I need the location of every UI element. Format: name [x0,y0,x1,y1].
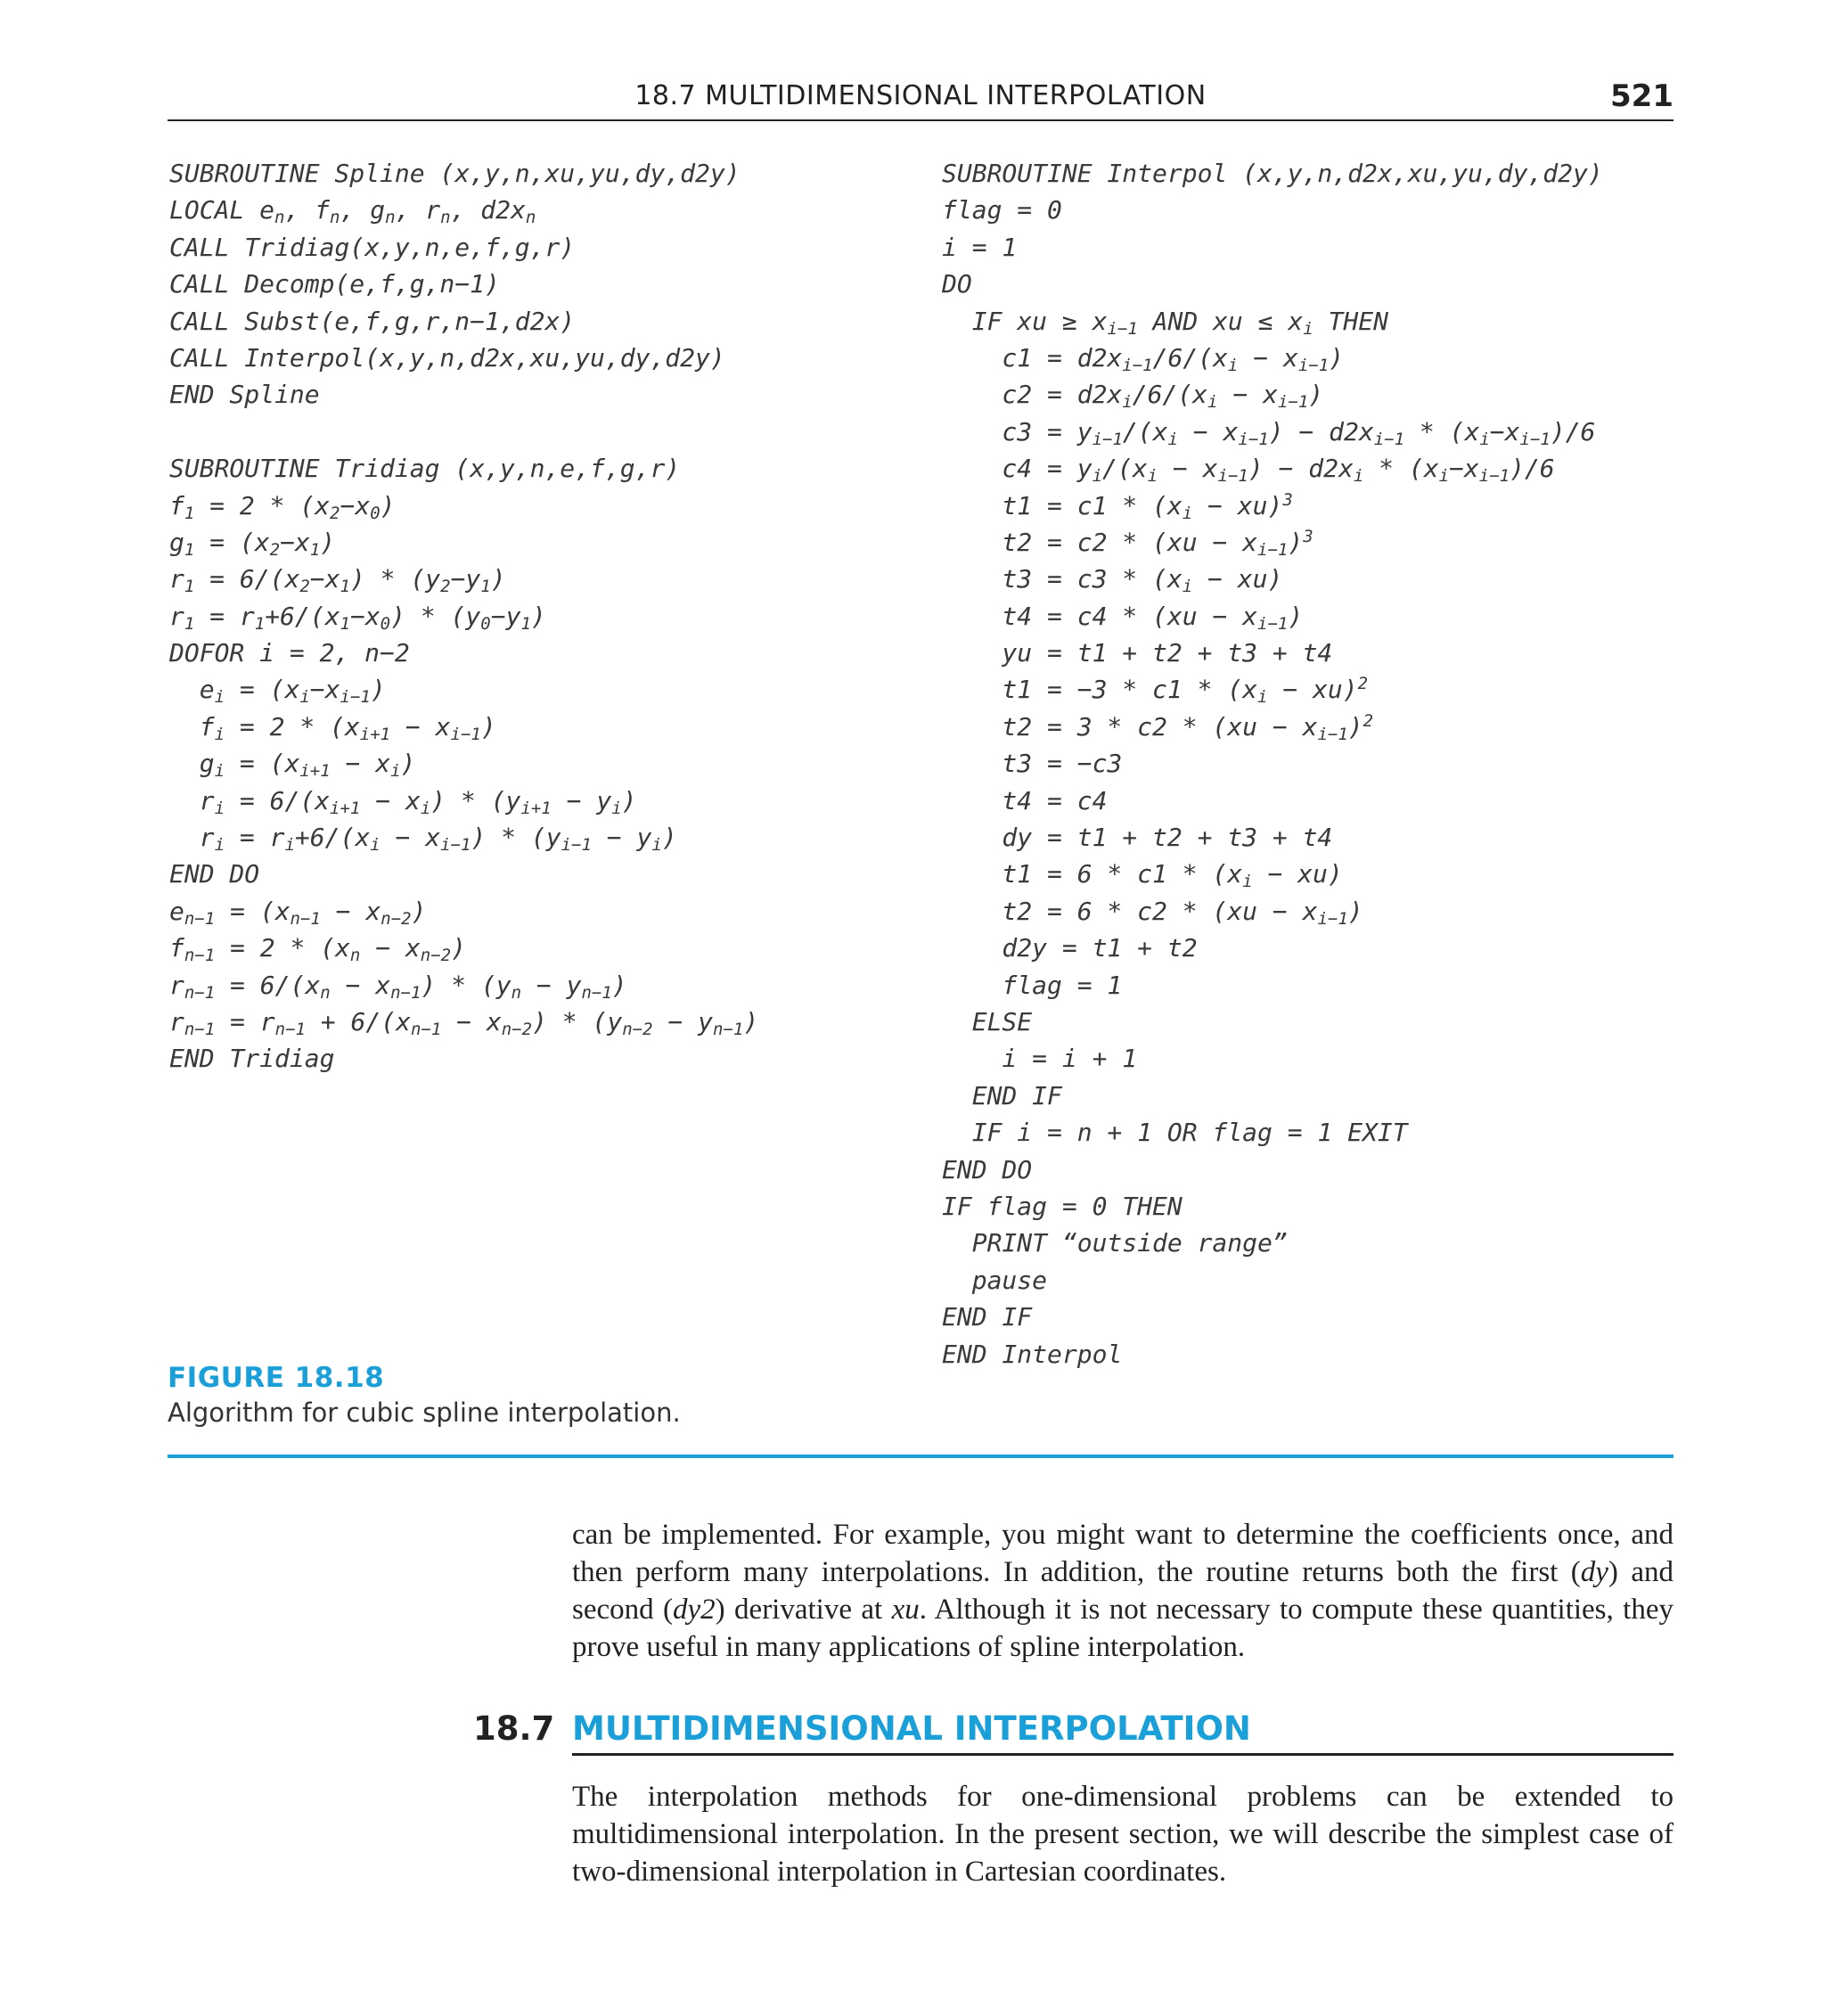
code-line: $g_i = (x_{i+1} - x_i)$ [169,749,416,782]
code-line: $c4 = y_i/(x_i - x_{i-1}) - d2x_i * (x_i-x_{i-1})/6$ [942,454,1555,487]
figure-label: FIGURE 18.18 [168,1362,385,1394]
code-line: $g_1 = (x_2-x_1)$ [169,527,336,560]
code-line: SUBROUTINE Interpol (x,y,n,d2x,xu,yu,dy,d2y) [942,159,1603,188]
code-line: SUBROUTINE Tridiag (x,y,n,e,f,g,r) [169,454,681,484]
code-line: $t2 = c2 * (xu - x_{i-1})^3$ [942,526,1314,560]
code-line: $t3 = c3 * (x_i - xu)$ [942,564,1283,597]
figure-caption: Algorithm for cubic spline interpolation. [168,1397,681,1428]
code-line: DOFOR i = 2, n−2 [169,638,410,668]
code-line: DO [942,269,972,299]
code-line: CALL Interpol(x,y,n,d2x,xu,yu,dy,d2y) [169,342,725,373]
code-line: $r_i = r_i+6/(x_i - x_{i-1}) * (y_{i-1} - y_i)$ [169,823,677,856]
code-line: $t2 = 3 * c2 * (xu - x_{i-1})^2$ [942,710,1374,744]
code-line: $e_{n-1} = (x_{n-1} - x_{n-2})$ [169,896,427,929]
code-line: $r_1 = r_1+6/(x_1-x_0) * (y_0-y_1)$ [169,601,546,634]
code-line: $c2 = d2x_i/6/(x_i - x_{i-1})$ [942,380,1324,413]
section-title: MULTIDIMENSIONAL INTERPOLATION [572,1709,1251,1748]
code-line: $c3 = y_{i-1}/(x_i - x_{i-1}) - d2x_{i-1} * (x_i-x_{i-1})/6$ [942,416,1596,449]
code-line: $t1 = c1 * (x_i - xu)^3$ [942,489,1293,523]
section-number: 18.7 [473,1709,555,1748]
spline-tridiag-pseudocode [169,155,758,1078]
code-line: flag = 0 [942,195,1062,225]
code-line: LOCAL $e_n$, $f_n$, $g_n$, $r_n$, $d2x_n$ [169,195,536,228]
code-line: d2y = t1 + t2 [942,933,1198,963]
code-line: END DO [942,1154,1033,1184]
code-line: dy = t1 + t2 + t3 + t4 [942,823,1333,853]
code-line: yu = t1 + t2 + t3 + t4 [942,638,1333,668]
code-line: $c1 = d2x_{i-1}/6/(x_i - x_{i-1})$ [942,342,1344,375]
code-line: END Spline [169,380,320,410]
body-paragraph: The interpolation methods for one-dimensional problems can be extended to multidimensional interpolation. In the present section, we will describe the simplest case of two-dimensional interpolation in Cartesian coordinates. [572,1781,1674,1888]
body-paragraph: can be implemented. For example, you might want to determine the coefficients once, and then perform many interpolations. In addition, the routine returns both the first (dy) and second (dy2) derivative at xu. Although it is not necessary to compute these quantities, they prove useful in many applications of spline interpolation. [572,1519,1674,1663]
code-line: $t2 = 6 * c2 * (xu - x_{i-1})$ [942,896,1363,929]
code-line [169,414,758,450]
code-line: END DO [169,859,260,889]
code-line: END IF [942,1302,1033,1332]
code-line: $r_{n-1} = 6/(x_n - x_{n-1}) * (y_n - y_{n-1})$ [169,970,627,1003]
code-line: ELSE [942,1006,1033,1037]
code-line: CALL Decomp(e,f,g,n−1) [169,269,500,299]
code-line: $f_i = 2 * (x_{i+1} - x_{i-1})$ [169,711,496,744]
code-line: t4 = c4 [942,785,1108,815]
code-line: $f_1 = 2 * (x_2-x_0)$ [169,490,396,523]
code-line: PRINT “outside range” [942,1228,1288,1258]
section-divider [572,1753,1674,1756]
code-line: $t1 = 6 * c1 * (x_i - xu)$ [942,859,1343,892]
code-line: IF i = n + 1 OR flag = 1 EXIT [942,1118,1408,1148]
code-line: i = 1 [942,232,1018,262]
interpol-pseudocode [942,155,1603,1373]
code-line: END Interpol [942,1339,1123,1369]
code-line: $f_{n-1} = 2 * (x_n - x_{n-2})$ [169,933,466,966]
code-line: SUBROUTINE Spline (x,y,n,xu,yu,dy,d2y) [169,159,741,188]
code-line: IF xu ≥ $x_{i-1}$ AND xu ≤ $x_i$ THEN [942,306,1388,339]
page-number: 521 [1610,78,1674,114]
code-line: CALL Subst(e,f,g,r,n−1,d2x) [169,306,576,336]
running-header [168,78,1674,121]
code-line: $t1 = -3 * c1 * (x_i - xu)^2$ [942,674,1369,708]
code-line: $r_i = 6/(x_{i+1} - x_i) * (y_{i+1} - y_i)$ [169,785,637,818]
code-line: $t4 = c4 * (xu - x_{i-1})$ [942,601,1304,634]
running-title: 18.7 MULTIDIMENSIONAL INTERPOLATION [634,80,1207,111]
code-line: $r_1 = 6/(x_2-x_1) * (y_2-y_1)$ [169,564,506,597]
code-line: END Tridiag [169,1044,335,1074]
code-line: CALL Tridiag(x,y,n,e,f,g,r) [169,232,576,262]
code-line: IF flag = 0 THEN [942,1191,1183,1221]
figure-divider [168,1455,1674,1458]
code-line: $r_{n-1} = r_{n-1} + 6/(x_{n-1} - x_{n-2}) * (y_{n-2} - y_{n-1})$ [169,1006,759,1039]
code-line: pause [942,1265,1048,1295]
code-line: $e_i = (x_i-x_{i-1})$ [169,675,386,708]
code-line: END IF [942,1080,1062,1110]
code-line: t3 = −c3 [942,749,1123,779]
code-line: flag = 1 [942,970,1123,1000]
code-line: i = i + 1 [942,1044,1138,1074]
